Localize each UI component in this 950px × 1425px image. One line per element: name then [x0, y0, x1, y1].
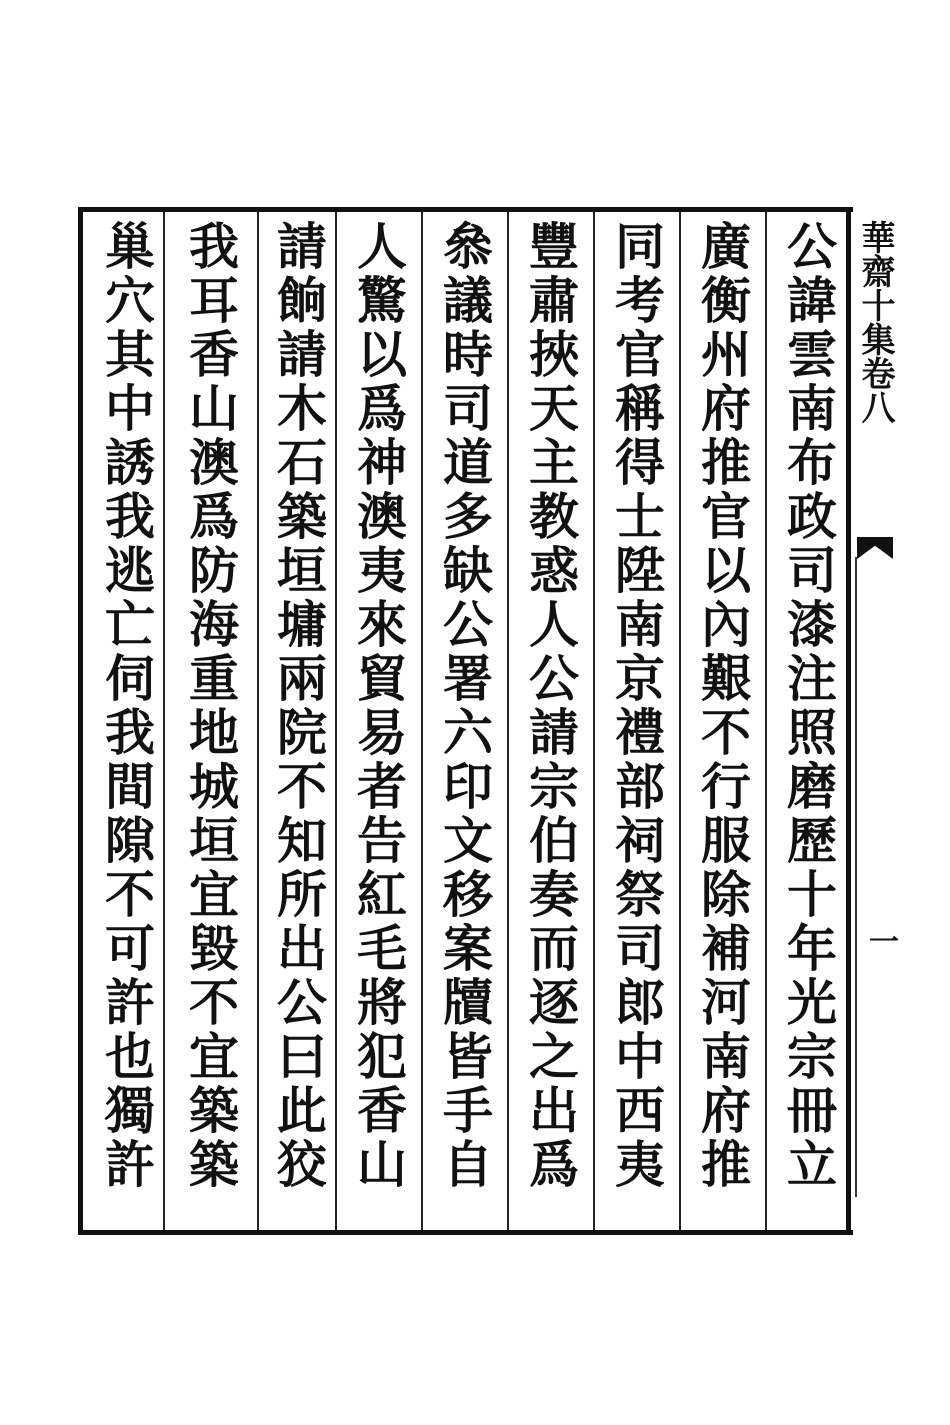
column-divider	[335, 212, 337, 1230]
text-column-5: 叅議時司道多缺公署六印文移案牘皆手自	[435, 220, 494, 1192]
text-column-2: 廣衡州府推官以內艱不行服除補河南府推	[693, 220, 752, 1192]
margin-rule	[855, 557, 857, 1197]
text-column-3: 同考官稱得士陞南京禮部祠祭司郎中西夷	[607, 220, 666, 1192]
margin-title: 華齋十集卷八	[855, 220, 895, 424]
column-divider	[421, 212, 423, 1230]
text-column-4: 豐肅挾天主教惑人公請宗伯奏而逐之出爲	[521, 220, 580, 1192]
fishtail-mark-icon	[857, 537, 893, 559]
column-divider	[765, 212, 767, 1230]
margin-strip	[855, 212, 899, 1230]
column-divider	[507, 212, 509, 1230]
text-column-8: 我耳香山澳爲防海重地城垣宜毀不宜築築	[181, 220, 240, 1192]
column-divider	[257, 212, 259, 1230]
column-divider	[593, 212, 595, 1230]
margin-page-mark: 一	[869, 925, 899, 960]
text-column-6: 人驚以爲神澳夷來貿易者告紅毛將犯香山	[349, 220, 408, 1192]
text-column-7: 請餉請木石築垣墉兩院不知所出公曰此狡	[269, 220, 328, 1192]
column-divider	[679, 212, 681, 1230]
text-column-9: 巢穴其中誘我逃亡伺我間隙不可許也獨許	[97, 220, 156, 1192]
frame-right-rule	[846, 207, 851, 1235]
column-divider	[163, 212, 165, 1230]
text-column-1: 公諱雲南布政司漆注照磨歷十年光宗冊立	[779, 220, 838, 1192]
